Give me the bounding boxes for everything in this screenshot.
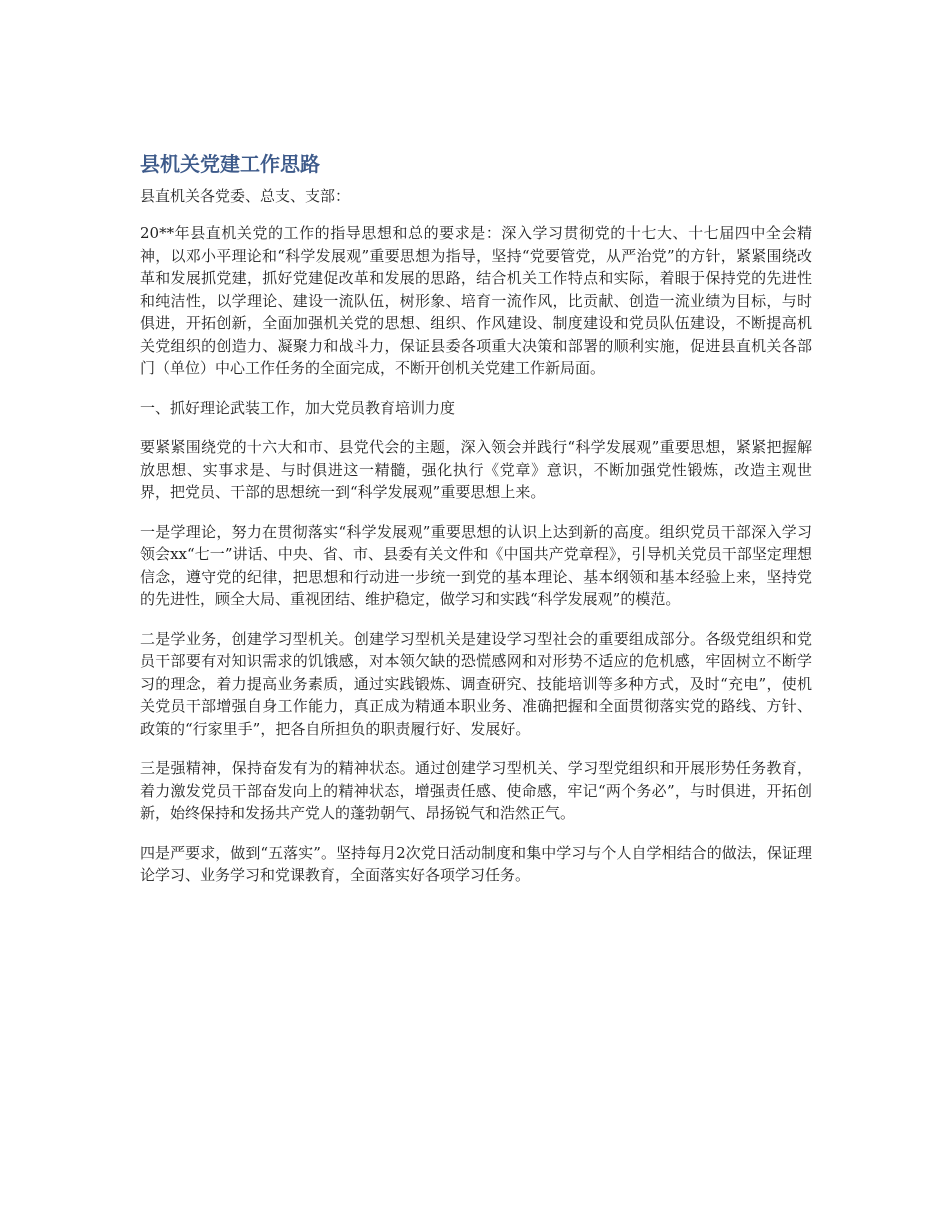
paragraph-point-4: 四是严要求，做到“五落实”。坚持每月2次党日活动制度和集中学习与个人自学相结合的做法，保证理论学习、业务学习和党课教育，全面落实好各项学习任务。 — [140, 843, 812, 884]
document-body — [140, 150, 812, 904]
paragraph-point-1: 一是学理论，努力在贯彻落实“科学发展观”重要思想的认识上达到新的高度。组织党员干部深入学习领会xx“七一”讲话、中央、省、市、县委有关文件和《中国共产党章程》，引导机关党员干部坚定理想信念，遵守党的纪律，把思想和行动进一步统一到党的基本理论、基本纲领和基本经验上来，坚持党的先进性，顾全大局、重视团结、维护稳定，做学习和实践“科学发展观”的模范。 — [140, 522, 812, 608]
paragraph-point-3: 三是强精神，保持奋发有为的精神状态。通过创建学习型机关、学习型党组织和开展形势任务教育，着力激发党员干部奋发向上的精神状态，增强责任感、使命感，牢记“两个务必”，与时俱进，开拓创新，始终保持和发扬共产党人的蓬勃朝气、昂扬锐气和浩然正气。 — [140, 759, 812, 822]
section-heading-1: 一、抓好理论武装工作，加大党员教育培训力度 — [140, 398, 456, 417]
paragraph-point-2: 二是学业务，创建学习型机关。创建学习型机关是建设学习型社会的重要组成部分。各级党组织和党员干部要有对知识需求的饥饿感，对本领欠缺的恐慌感网和对形势不适应的危机感，牢固树立不断学习的理念，着力提高业务素质，通过实践锻炼、调查研究、技能培训等多种方式，及时“充电”，使机关党员干部增强自身工作能力，真正成为精通本职业务、准确把握和全面贯彻落实党的路线、方针、政策的“行家里手”，把各自所担负的职责履行好、发展好。 — [140, 629, 812, 738]
paragraph-section-intro: 要紧紧围绕党的十六大和市、县党代会的主题，深入领会并践行“科学发展观”重要思想，紧紧把握解放思想、实事求是、与时俱进这一精髓，强化执行《党章》意识，不断加强党性锻炼，改造主观世界，把党员、干部的思想统一到“科学发展观”重要思想上来。 — [140, 438, 812, 501]
salutation: 县直机关各党委、总支、支部： — [140, 187, 351, 205]
document-title: 县机关党建工作思路 — [140, 152, 320, 176]
paragraph-guiding-thought: 20**年县直机关党的工作的指导思想和总的要求是：深入学习贯彻党的十七大、十七届四中全会精神，以邓小平理论和“科学发展观”重要思想为指导，坚持“党要管党，从严治党”的方针，紧紧围绕改革和发展抓党建，抓好党建促改革和发展的思路，结合机关工作特点和实际，着眼于保持党的先进性和纯洁性，以学理论、建设一流队伍，树形象、培育一流作风，比贡献、创造一流业绩为目标，与时俱进，开拓创新，全面加强机关党的思想、组织、作风建设、制度建设和党员队伍建设，不断提高机关党组织的创造力、凝聚力和战斗力，保证县委各项重大决策和部署的顺利实施，促进县直机关各部门（单位）中心工作任务的全面完成，不断开创机关党建工作新局面。 — [140, 224, 812, 377]
